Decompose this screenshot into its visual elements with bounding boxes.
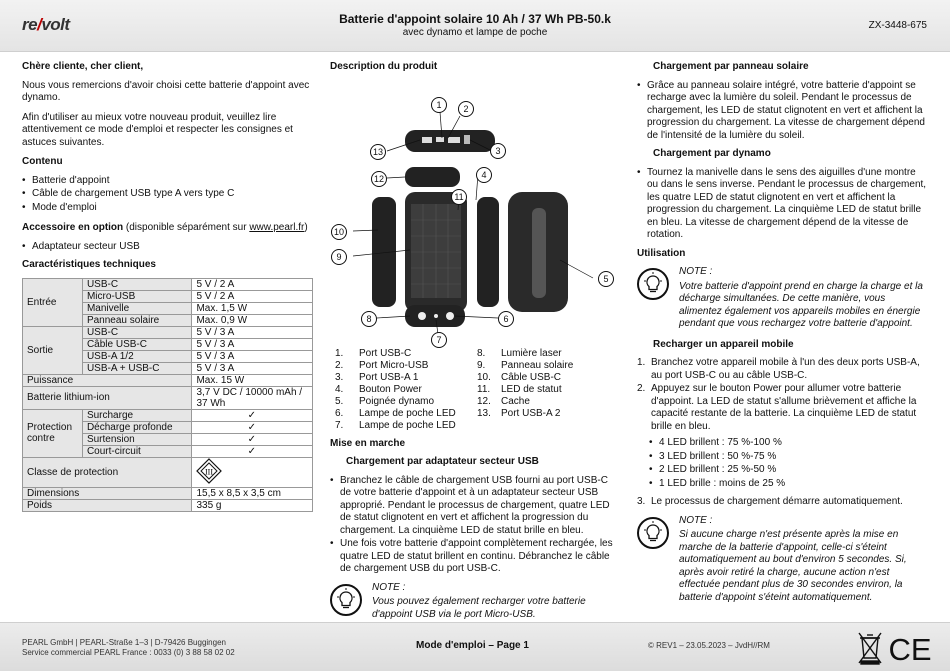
callout-6: 6 xyxy=(498,311,514,327)
callout-10: 10 xyxy=(331,224,347,240)
check-icon: ✓ xyxy=(192,421,313,433)
callout-1: 1 xyxy=(431,97,447,113)
list-item: • Branchez le câble de chargement USB fourni au port USB-C de votre batterie d'appoint et à un adaptateur secteur USB approprié. Pendant le processus de chargement, quatre LED de statut clignotent en vert et affichent la progression du chargement. La cinquième LED de statut brille en bleu. xyxy=(330,475,620,538)
description-heading: Description du produit xyxy=(330,61,438,72)
recharge-steps-cont xyxy=(637,496,929,509)
setup-heading: Mise en marche xyxy=(330,437,406,449)
column-left xyxy=(22,57,314,512)
note-box xyxy=(330,582,620,622)
spec-group: Entrée xyxy=(23,278,83,326)
part-label: Câble USB-C xyxy=(501,371,562,383)
lightbulb-icon xyxy=(637,268,669,300)
lightbulb-icon xyxy=(637,517,669,549)
product-illustration: 1 2 3 4 5 6 7 8 9 10 11 12 13 1. Port USB-C 2. Port Micro-USB 3. Port USB-A 1 4. Bouton Power 5. Poignée dynamo 6. Lampe de poche LED 7. Lampe de poche LED 8. Lumière laser 9. Panneau solaire 10. Câble USB-C 11. LED de statut 12. Cache 13. Port USB-A 2 xyxy=(330,80,620,352)
power-bank-drawing xyxy=(330,80,620,342)
note-text: Vous pouvez également recharger votre batterie d'appoint USB via le port Micro-USB. xyxy=(372,596,586,620)
list-item: • 2 LED brillent : 25 %-50 % xyxy=(649,464,929,477)
weee-bin-icon xyxy=(859,633,881,664)
callout-8: 8 xyxy=(361,311,377,327)
part-label: Port USB-C xyxy=(359,347,412,359)
page-footer xyxy=(0,622,950,671)
specs-table: Entrée USB-C 5 V / 2 A Micro-USB 5 V / 2 A Manivelle Max. 1,5 W Panneau solaire Max. 0,9 W Sortie USB-C 5 V / 3 A Câble USB-C 5 V / 3 A USB-A 1/2 5 V / 3 A USB-A + USB-C 5 V / 3 A Puissance Max. 15 W Batterie lithium-ion 3,7 V DC / 10000 mAh / 37 Wh Protection contre Surcharge ✓ Décharge profonde ✓ Surtension ✓ Court-circuit ✓ Classe de protection III Dimensions 15,5 x 8,5 x 3,5 cm Poids 335 g xyxy=(22,278,313,512)
part-label: LED de statut xyxy=(501,383,562,395)
check-icon: ✓ xyxy=(192,445,313,457)
list-item: • Adaptateur secteur USB xyxy=(22,241,314,254)
part-label: Port Micro-USB xyxy=(359,359,429,371)
revision-info: © REV1 – 23.05.2023 – JvdH//RM xyxy=(648,641,770,650)
dynamo-charging-heading: Chargement par dynamo xyxy=(653,148,771,159)
intro-paragraph: Nous vous remercions d'avoir choisi cette batterie d'appoint avec dynamo. xyxy=(22,79,310,103)
document-title: Batterie d'appoint solaire 10 Ah / 37 Wh PB-50.k xyxy=(339,12,611,26)
note-title: NOTE : xyxy=(372,581,406,593)
adapter-charging-heading: Chargement par adaptateur secteur USB xyxy=(346,456,539,467)
recharge-device-heading: Recharger un appareil mobile xyxy=(653,338,794,350)
document-subtitle: avec dynamo et lampe de poche xyxy=(402,27,548,38)
callout-7: 7 xyxy=(431,332,447,348)
callout-4: 4 xyxy=(476,167,492,183)
lightbulb-icon xyxy=(330,584,362,616)
part-label: Port USB-A 1 xyxy=(359,371,419,383)
part-label: Port USB-A 2 xyxy=(501,407,561,419)
brand-logo: re/volt xyxy=(22,15,70,34)
note-text: Si aucune charge n'est présente après la mise en marche de la batterie d'appoint, celle-ci s'éteint automatiquement au bout d'environ 5 secondes. Si, après avoir retiré la charge, aucune action n'est effectuée pendant plus de 30 secondes environ, la batterie d'appoint s'éteint automatiquement. xyxy=(679,529,907,603)
callout-13: 13 xyxy=(370,144,386,160)
solar-charging-heading: Chargement par panneau solaire xyxy=(653,61,809,72)
part-label: Poignée dynamo xyxy=(359,395,435,407)
column-right xyxy=(637,57,929,612)
column-middle xyxy=(330,57,620,629)
callout-11: 11 xyxy=(451,189,467,205)
callout-12: 12 xyxy=(371,171,387,187)
step-item: 1. Branchez votre appareil mobile à l'un des deux ports USB-A, au port USB-C ou au câble USB-C. xyxy=(637,357,920,381)
page-header xyxy=(0,0,950,52)
check-icon: ✓ xyxy=(192,433,313,445)
part-label: Bouton Power xyxy=(359,383,422,395)
list-item: • 4 LED brillent : 75 %-100 % xyxy=(649,437,929,450)
note-box xyxy=(637,266,929,331)
article-reference: ZX-3448-675 xyxy=(868,20,927,31)
svg-text:III: III xyxy=(205,467,214,476)
intro-paragraph-2: Afin d'utiliser au mieux votre nouveau produit, veuillez lire attentivement ce mode d'emploi et respecter les consignes et astuces suivantes. xyxy=(22,111,293,148)
optional-list xyxy=(22,241,314,254)
recharge-steps xyxy=(637,357,929,433)
optional-accessory: Accessoire en option (disponible séparément sur www.pearl.fr) xyxy=(22,222,308,233)
part-label: Panneau solaire xyxy=(501,359,574,371)
check-icon: ✓ xyxy=(192,409,313,421)
callout-5: 5 xyxy=(598,271,614,287)
step-item: 2. Appuyez sur le bouton Power pour allumer votre batterie d'appoint. La LED de statut s'allume brièvement et affiche la capacité restante de la batterie. La cinquième LED de statut brille en bleu. xyxy=(637,383,917,432)
specs-heading: Caractéristiques techniques xyxy=(22,259,156,270)
usage-heading: Utilisation xyxy=(637,247,686,259)
list-item: • Mode d'emploi xyxy=(22,202,314,215)
greeting: Chère cliente, cher client, xyxy=(22,61,144,72)
list-item: • 1 LED brille : moins de 25 % xyxy=(649,478,929,491)
list-item: • 3 LED brillent : 50 %-75 % xyxy=(649,451,929,464)
note-title: NOTE : xyxy=(679,514,713,526)
dynamo-charging-list xyxy=(637,167,929,242)
callout-2: 2 xyxy=(458,101,474,117)
spec-group: Sortie xyxy=(23,326,83,374)
list-item: • Tournez la manivelle dans le sens des aiguilles d'une montre ou dans le sens inverse. Pendant le processus de chargement, les quatre LED de statut clignotent en vert et affichent la progression du chargement. La cinquième LED de statut brille en bleu. La vitesse de chargement dépend de la vitesse de rotation. xyxy=(637,167,929,242)
part-label: Lumière laser xyxy=(501,347,562,359)
list-item: • Batterie d'appoint xyxy=(22,175,314,188)
part-label: Lampe de poche LED xyxy=(359,419,456,431)
contents-list xyxy=(22,175,314,215)
list-item: • Une fois votre batterie d'appoint complètement rechargée, les quatre LED de statut brillent en continu. Débranchez le câble de chargement USB du port USB-C. xyxy=(330,538,620,576)
callout-3: 3 xyxy=(490,143,506,159)
company-info: PEARL GmbH | PEARL-Straße 1–3 | D-79426 Buggingen Service commercial PEARL France : 0033 (0) 3 88 58 02 02 xyxy=(22,638,235,657)
part-label: Lampe de poche LED xyxy=(359,407,456,419)
adapter-charging-list xyxy=(330,475,620,576)
callout-9: 9 xyxy=(331,249,347,265)
contents-heading: Contenu xyxy=(22,156,63,167)
list-item: • Grâce au panneau solaire intégré, votre batterie d'appoint se recharge avec la lumière du soleil. Pendant le processus de chargement, les LED de statut clignotent en vert et affichent la progression du chargement. La vitesse de chargement dépend de l'intensité de la lumière du soleil. xyxy=(637,80,929,143)
note-box xyxy=(637,515,929,605)
protection-class-iii-icon xyxy=(192,457,313,487)
pearl-link[interactable]: www.pearl.fr xyxy=(249,222,305,233)
note-text: Votre batterie d'appoint prend en charge la charge et la décharge simultanées. De cette manière, vous alimentez également vos appareils mobiles en énergie pendant que vous rechargez votre batterie d'appoint. xyxy=(679,280,923,329)
part-label: Cache xyxy=(501,395,530,407)
compliance-marks xyxy=(858,630,938,671)
spec-group: Protection contre xyxy=(23,409,83,457)
list-item: • Câble de chargement USB type A vers type C xyxy=(22,188,314,201)
note-title: NOTE : xyxy=(679,266,713,277)
step-item: 3. Le processus de chargement démarre automatiquement. xyxy=(637,496,903,507)
solar-charging-list xyxy=(637,80,929,143)
ce-mark-icon: CE xyxy=(888,632,932,666)
page-label: Mode d'emploi – Page 1 xyxy=(416,640,529,651)
led-level-list xyxy=(637,437,929,490)
